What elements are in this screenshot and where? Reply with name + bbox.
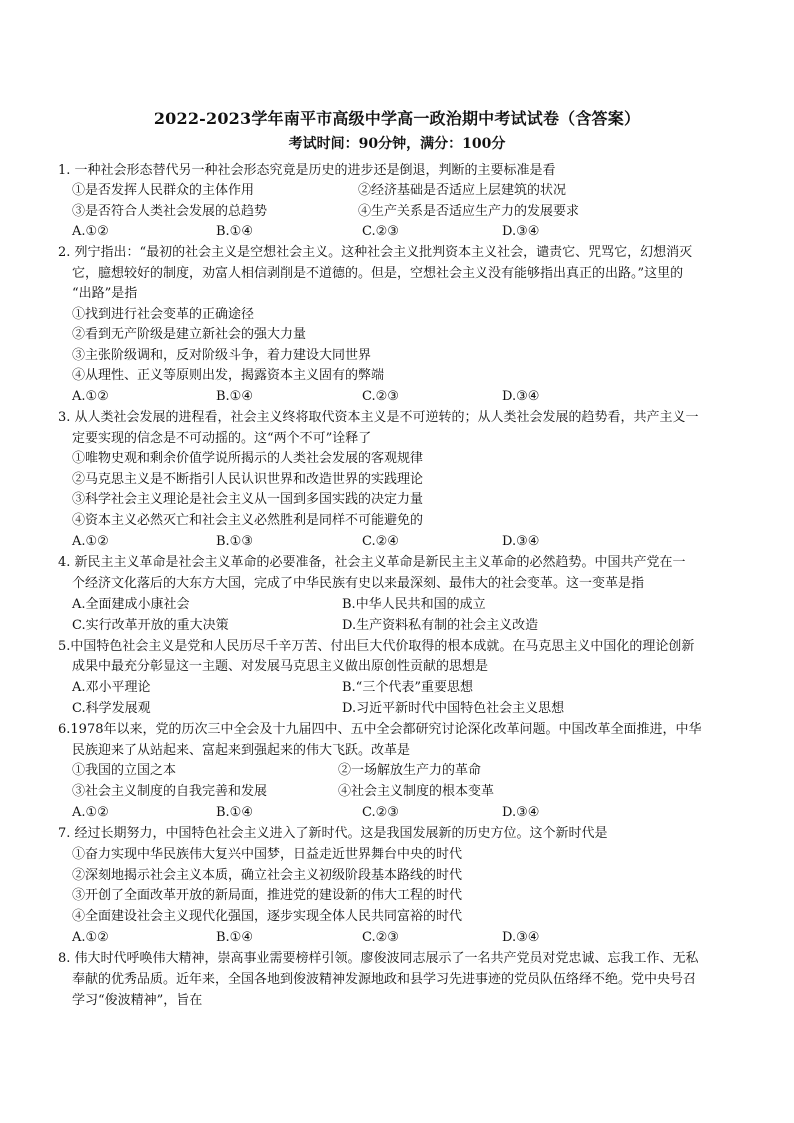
choice-c: C.②③ [362, 805, 399, 820]
statement-item: ④社会主义制度的根本变革 [338, 784, 495, 799]
question-stem: “出路”是指 [72, 286, 138, 301]
statement-item: ②深刻地揭示社会主义本质，确立社会主义初级阶段基本路线的时代 [72, 868, 463, 883]
choice-d: D.③④ [502, 534, 540, 549]
question-stem: 3. 从人类社会发展的进程看，社会主义终将取代资本主义是不可逆转的；从人类社会发展的趋势看，共产主义一 [58, 410, 699, 425]
choice-d: D.③④ [502, 805, 540, 820]
statement-item: ①找到进行社会变革的正确途径 [72, 307, 255, 322]
choice-row [72, 387, 752, 407]
choice-c: C.②③ [362, 389, 399, 404]
choice-row [72, 616, 752, 636]
choice-row [72, 678, 752, 698]
choice-d: D.③④ [502, 930, 540, 945]
page-title: 2022-2023学年南平市高级中学高一政治期中考试试卷（含答案） [153, 109, 641, 128]
question-stem: 民族迎来了从站起来、富起来到强起来的伟大飞跃。改革是 [72, 743, 411, 758]
question-stem: 学习“俊波精神”，旨在 [72, 993, 203, 1008]
choice-row [72, 928, 752, 948]
choice-b: B.①④ [216, 930, 253, 945]
choice-b: B.①④ [216, 224, 253, 239]
statement-item: ④资本主义必然灭亡和社会主义必然胜利是同样不可能避免的 [72, 513, 424, 528]
statement-item: ④全面建设社会主义现代化强国，逐步实现全体人民共同富裕的时代 [72, 909, 463, 924]
question-stem: 个经济文化落后的大东方大国，完成了中华民族有史以来最深刻、最伟大的社会变革。这一变革是指 [72, 576, 645, 591]
choice-row [72, 595, 752, 615]
statement-item: ①是否发挥人民群众的主体作用 [72, 183, 255, 198]
choice-b: B.中华人民共和国的成立 [342, 597, 486, 612]
question-stem: 6.1978年以来，党的历次三中全会及十九届四中、五中全会都研究讨论深化改革问题。中国改革全面推进，中华 [58, 722, 702, 737]
statement-item: ④从理性、正义等原则出发，揭露资本主义固有的弊端 [72, 368, 385, 383]
choice-row [72, 222, 752, 242]
question-stem: 5.中国特色社会主义是党和人民历尽千辛万苦、付出巨大代价取得的根本成就。在马克思主义中国化的理论创新 [58, 639, 695, 654]
statement-item: ②经济基础是否适应上层建筑的状况 [358, 183, 567, 198]
question-stem: 7. 经过长期努力，中国特色社会主义进入了新时代。这是我国发展新的历史方位。这个新时代是 [58, 826, 608, 841]
choice-d: D.③④ [502, 224, 540, 239]
exam-info: 考试时间：90分钟，满分：100分 [288, 136, 506, 152]
choice-b: B.①④ [216, 389, 253, 404]
question-stem: 奉献的优秀品质。近年来，全国各地到俊波精神发源地政和县学习先进事迹的党员队伍络绎不绝。党中央号召 [72, 972, 697, 987]
statement-item: ②一场解放生产力的革命 [338, 763, 482, 778]
statement-item: ③科学社会主义理论是社会主义从一国到多国实践的决定力量 [72, 492, 424, 507]
statement-item: ②看到无产阶级是建立新社会的强大力量 [72, 327, 307, 342]
statement-item: ①奋力实现中华民族伟大复兴中国梦，日益走近世界舞台中央的时代 [72, 847, 463, 862]
choice-row [72, 532, 752, 552]
item-row [72, 181, 752, 201]
choice-b: B.①③ [216, 534, 253, 549]
choice-c: C.②④ [362, 534, 399, 549]
question-stem: 成果中最充分彰显这一主题、对发展马克思主义做出原创性贡献的思想是 [72, 659, 489, 674]
question-stem: 定要实现的信念是不可动摇的。这“两个不可”诠释了 [72, 431, 372, 446]
statement-item: ③社会主义制度的自我完善和发展 [72, 784, 268, 799]
choice-c: C.实行改革开放的重大决策 [72, 618, 229, 633]
statement-item: ③是否符合人类社会发展的总趋势 [72, 204, 268, 219]
question-stem: 8. 伟大时代呼唤伟大精神，崇高事业需要榜样引领。廖俊波同志展示了一名共产党员对党忠诚、忘我工作、无私 [58, 951, 699, 966]
statement-item: ①唯物史观和剩余价值学说所揭示的人类社会发展的客观规律 [72, 451, 424, 466]
choice-c: C.科学发展观 [72, 701, 151, 716]
choice-a: A.邓小平理论 [72, 680, 151, 695]
choice-d: D.③④ [502, 389, 540, 404]
statement-item: ①我国的立国之本 [72, 763, 177, 778]
choice-b: B.①④ [216, 805, 253, 820]
item-row [72, 782, 752, 802]
choice-c: C.②③ [362, 224, 399, 239]
statement-item: ③主张阶级调和，反对阶级斗争，着力建设大同世界 [72, 348, 372, 363]
choice-a: A.①② [72, 930, 109, 945]
item-row [72, 202, 752, 222]
statement-item: ④生产关系是否适应生产力的发展要求 [358, 204, 580, 219]
question-stem: 它，臆想较好的制度，劝富人相信剥削是不道德的。但是，空想社会主义没有能够指出真正的出路。”这里的 [72, 266, 684, 281]
choice-c: C.②③ [362, 930, 399, 945]
choice-d: D.生产资料私有制的社会主义改造 [342, 618, 539, 633]
choice-d: D.习近平新时代中国特色社会主义思想 [342, 701, 565, 716]
question-stem: 4. 新民主主义革命是社会主义革命的必要准备，社会主义革命是新民主主义革命的必然趋势。中国共产党在一 [58, 555, 686, 570]
choice-row [72, 803, 752, 823]
choice-row [72, 699, 752, 719]
choice-a: A.①② [72, 389, 109, 404]
choice-a: A.①② [72, 805, 109, 820]
statement-item: ③开创了全面改革开放的新局面，推进党的建设新的伟大工程的时代 [72, 888, 463, 903]
item-row [72, 761, 752, 781]
choice-a: A.全面建成小康社会 [72, 597, 190, 612]
question-stem: 2. 列宁指出：“最初的社会主义是空想社会主义。这种社会主义批判资本主义社会，谴责它、咒骂它，幻想消灭 [58, 245, 693, 260]
statement-item: ②马克思主义是不断指引人民认识世界和改造世界的实践理论 [72, 472, 424, 487]
choice-b: B.“三个代表”重要思想 [342, 680, 473, 695]
question-stem: 1. 一种社会形态替代另一种社会形态究竟是历史的进步还是倒退，判断的主要标准是看 [58, 163, 556, 178]
choice-a: A.①② [72, 224, 109, 239]
choice-a: A.①② [72, 534, 109, 549]
